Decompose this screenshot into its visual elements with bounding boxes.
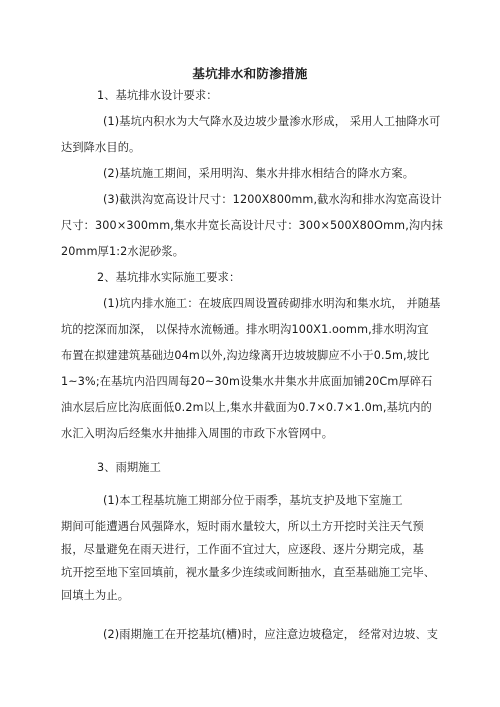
paragraph-line: (3)截洪沟宽高设计尺寸：1200X800mm,截水沟和排水沟宽高设计 <box>103 193 442 206</box>
paragraph-line: (2)雨期施工在开挖基坑(槽)时，应注意边坡稳定， 经常对边坡、支 <box>103 628 439 641</box>
paragraph-line: 布置在拟建建筑基础边04m以外,沟边缘离开边坡坡脚应不小于0.5m,坡比 <box>61 349 430 362</box>
paragraph-line: (1)本工程基坑施工期部分位于雨季，基坑支护及地下室施工 <box>103 494 403 507</box>
paragraph-line: 坑的挖深而加深， 以保持水流畅通。排水明沟100X1.oomm,排水明沟宜 <box>61 323 429 336</box>
paragraph-line: 达到降水目的。 <box>61 141 141 154</box>
paragraph-line: 回填土为止。 <box>61 589 130 602</box>
paragraph-line: 尺寸：300×300mm,集水井宽长高设计尺寸：300×500X80Omm,沟内抹 <box>61 219 443 232</box>
paragraph-line: 报，尽量避免在雨天进行，工作面不宜过大，应逐段、逐片分期完成，基 <box>61 543 424 556</box>
heading-2: 2、基坑排水实际施工要求： <box>97 271 241 284</box>
heading-1: 1、基坑排水设计要求： <box>97 89 218 102</box>
paragraph-line: (1)坑内排水施工：在坡底四周设置砖砌排水明沟和集水坑， 并随基 <box>103 297 441 310</box>
paragraph-line: (1)基坑内积水为大气降水及边坡少量渗水形成， 采用人工抽降水可 <box>103 115 441 128</box>
paragraph-line: 1~3%;在基坑内沿四周每20~30m设集水井集水井底面加铺20Cm厚碎石 <box>61 375 433 388</box>
paragraph-line: 20mm厚1:2水泥砂浆。 <box>61 245 185 258</box>
paragraph-line: (2)基坑施工期间，采用明沟、集水井排水相结合的降水方案。 <box>103 167 415 180</box>
paragraph-line: 油水层后应比沟底面低0.2m以上,集水井截面为0.7×0.7×1.0m,基坑内的 <box>61 401 432 414</box>
heading-3: 3、雨期施工 <box>97 461 161 474</box>
paragraph-line: 水汇入明沟后经集水井抽排入周围的市政下水管网中。 <box>61 427 334 440</box>
paragraph-line: 坑开挖至地下室回填前，视水量多少连续或间断抽水，直至基础施工完毕、 <box>61 566 436 579</box>
paragraph-line: 期间可能遭遇台风强降水，短时雨水量较大，所以土方开挖时关注天气预 <box>61 520 424 533</box>
document-title: 基坑排水和防渗措施 <box>192 66 308 81</box>
